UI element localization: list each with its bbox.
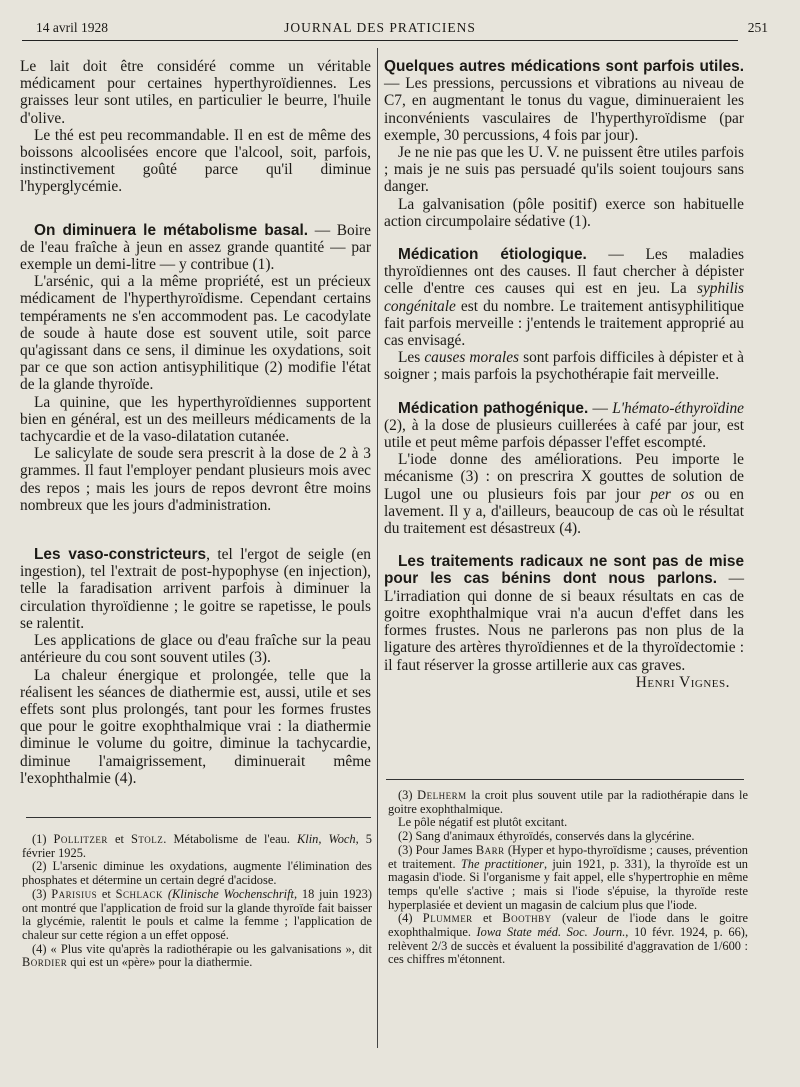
column-divider <box>377 48 378 1048</box>
footnotes-left <box>22 833 372 970</box>
footnote: Le pôle négatif est plutôt excitant. <box>398 815 568 830</box>
page-number: 251 <box>747 20 768 35</box>
paragraph: L'iode donne des améliorations. Peu importe le mécanisme (3) : on prescrira X gouttes de solution de Lugol une ou plusieurs fois par jour per os ou en lavement. Il y a, d'ailleurs, beaucoup de cas où le résultat du traitement est désastreux (4). <box>384 451 744 538</box>
section-title: Médication étiologique. <box>398 246 587 264</box>
footnote: (4) Plummer et Boothby (valeur de l'iode dans le goitre exophthalmique. Iowa State méd. Soc. Journ., 10 févr. 1924, p. 66), relèvent 2/3 de succès et évaluent la possibilité d'aggravation de 1/600 : ces chiffres m'étonnent. <box>388 911 749 967</box>
section-pathogenique: Médication pathogénique. — L'hémato-éthyroïdine (2), à la dose de plusieurs cuillerées à café par jour, est utile et peut même parfois dépasser l'effet escompté. <box>384 399 744 452</box>
author-signature: Henri Vignes. <box>635 673 730 691</box>
paragraph: Les causes morales sont parfois difficiles à dépister et à soigner ; mais parfois la psychothérapie fait merveille. <box>384 349 744 384</box>
footnote: (3) Pour James Barr (Hyper et hypo-thyroïdisme ; causes, prévention et traitement. The practitioner, juin 1921, p. 331), la thyroïde est un magasin d'iode. Si l'organisme y fait appel, elle s'hypertrophie en même temps qu'elle s'active ; mais si l'iode s'épuise, la thyroïde reste hyperplasiée et devient un magasin de calcium plus que l'iode. <box>388 842 748 912</box>
paragraph: L'arsénic, qui a la même propriété, est un précieux médicament de l'hyperthyroïdisme. Cependant certains tempéraments ne s'en accommodent pas. Le cacodylate de soude à haute dose est souvent utile, soit parce qu'agissant dans ce sens, il diminue les oxydations, soit par ce que son action antisyphilitique (2) modifie l'état de la glande thyroïde. <box>20 273 371 394</box>
paragraph: La galvanisation (pôle positif) exerce son habituelle action circumpolaire sédative (1). <box>384 195 744 230</box>
footnote: (1) Pollitzer et Stolz. Métabolisme de l'eau. Klin, Woch, 5 février 1925. <box>22 832 372 860</box>
footnote: (4) « Plus vite qu'après la radiothérapie ou les galvanisations », dit Bordier qui est un «père» pour la diathermie. <box>22 941 372 970</box>
paragraph: La chaleur énergique et prolongée, telle que la réalisent les séances de diathermie est, aussi, utile et ses effets sont plus prolongés, tant pour les formes frustes que pour le goitre exophthalmique vrai : la diathermie diminue le volume du goitre, diminue la tachycardie, diminue l'amaigrissement, diminuerait même l'exophthalmie (4). <box>20 666 371 787</box>
footnotes-right <box>388 789 748 967</box>
paragraph: Le lait doit être considéré comme un véritable médicament pour certaines hyperthyroïdiennes. Les graisses leur sont utiles, en particulier le beurre, l'huile d'olive. <box>20 58 371 127</box>
footnote-separator <box>26 817 371 818</box>
paragraph: Je ne nie pas que les U. V. ne puissent être utiles parfois ; mais je ne suis pas persuadé qu'ils soient toujours sans danger. <box>384 144 744 196</box>
section-title: Quelques autres médications sont parfois utiles. <box>384 58 744 75</box>
section-title: Les vaso-constricteurs <box>34 546 207 564</box>
left-column <box>20 58 371 787</box>
section-title: On diminuera le métabolisme basal. <box>34 221 308 239</box>
footnote-separator <box>386 779 744 780</box>
paragraph: La quinine, que les hyperthyroïdiennes supportent bien en général, est un des meilleurs médicaments de la tachycardie et de la vaso-dilatation cutanée. <box>20 393 371 446</box>
footnote: (3) Parisius et Schlack (Klinische Wochenschrift, 18 juin 1923) ont montré que l'application de froid sur la glande thyroïde fait baisser la glycémie, ralentit le pouls et calme la femme ; l'application de chaleur sur cette région a un effet opposé. <box>22 886 373 942</box>
paragraph: Le thé est peu recommandable. Il en est de même des boissons alcoolisées encore que l'alcool, soit, parfois, instinctivement goûté parce qu'il diminue l'hyperglycémie. <box>20 126 371 196</box>
footnote: (2) L'arsenic diminue les oxydations, augmente l'élimination des phosphates et détermine un certain degré d'acidose. <box>22 859 372 888</box>
section-title: Médication pathogénique. <box>398 399 589 417</box>
header-date: 14 avril 1928 <box>36 20 108 35</box>
footnote: (3) Delherm la croit plus souvent utile par la radiothérapie dans le goitre exophthalmique. <box>388 788 748 816</box>
journal-title: JOURNAL DES PRATICIENS <box>284 20 476 35</box>
section-radicaux: Les traitements radicaux ne sont pas de mise pour les cas bénins dont nous parlons. — L'irradiation qui donne de si beaux résultats en cas de goitre exophthalmique vrai n'a aucun d'effet dans les formes frustes. Nous ne parlerons pas non plus de la ligature des artères thyroïdiennes et de la thyroïdectomie : il faut réserver la grosse artillerie aux cas graves. <box>384 553 744 674</box>
paragraph: Le salicylate de soude sera prescrit à la dose de 2 à 3 grammes. Il faut l'employer pendant plusieurs mois avec des repos ; mais les jours de repos devront être moins nombreux que les jours d'administration. <box>20 445 371 514</box>
right-column <box>384 58 744 691</box>
footnote: (2) Sang d'animaux éthyroïdés, conservés dans la glycérine. <box>398 829 695 844</box>
page-header <box>22 16 768 41</box>
section-basal: On diminuera le métabolisme basal. — Boire de l'eau fraîche à jeun en assez grande quantité — par exemple un demi-litre — y contribue (1). <box>20 221 371 274</box>
section-title: Les traitements radicaux ne sont pas de mise pour les cas bénins dont nous parlons. <box>384 553 744 588</box>
section-vaso: Les vaso-constricteurs, tel l'ergot de seigle (en ingestion), tel l'extrait de post-hypophyse (en injection), telle la faradisation arrivent parfois à diminuer la circulation thyroïdienne ; le goitre se rapetisse, le pouls se ralentit. <box>20 546 371 632</box>
section-autres: Quelques autres médications sont parfois utiles. — Les pressions, percussions et vibrations au niveau de C7, en augmentant le tonus du vague, diminueraient les inconvénients vasculaires de l'hyperthyroïdisme (par exemple, 30 percussions, 4 fois par jour). <box>384 58 744 144</box>
paragraph: Les applications de glace ou d'eau fraîche sur la peau antérieure du cou sont souvent utiles (3). <box>20 632 371 667</box>
section-etiologique: Médication étiologique. — Les maladies thyroïdiennes ont des causes. Il faut chercher à dépister celle d'entre ces causes qui est en jeu. La syphilis congénitale est du nombre. Le traitement antisyphilitique fait parfois merveille : j'entends le traitement approprié au cas envisagé. <box>384 246 744 350</box>
